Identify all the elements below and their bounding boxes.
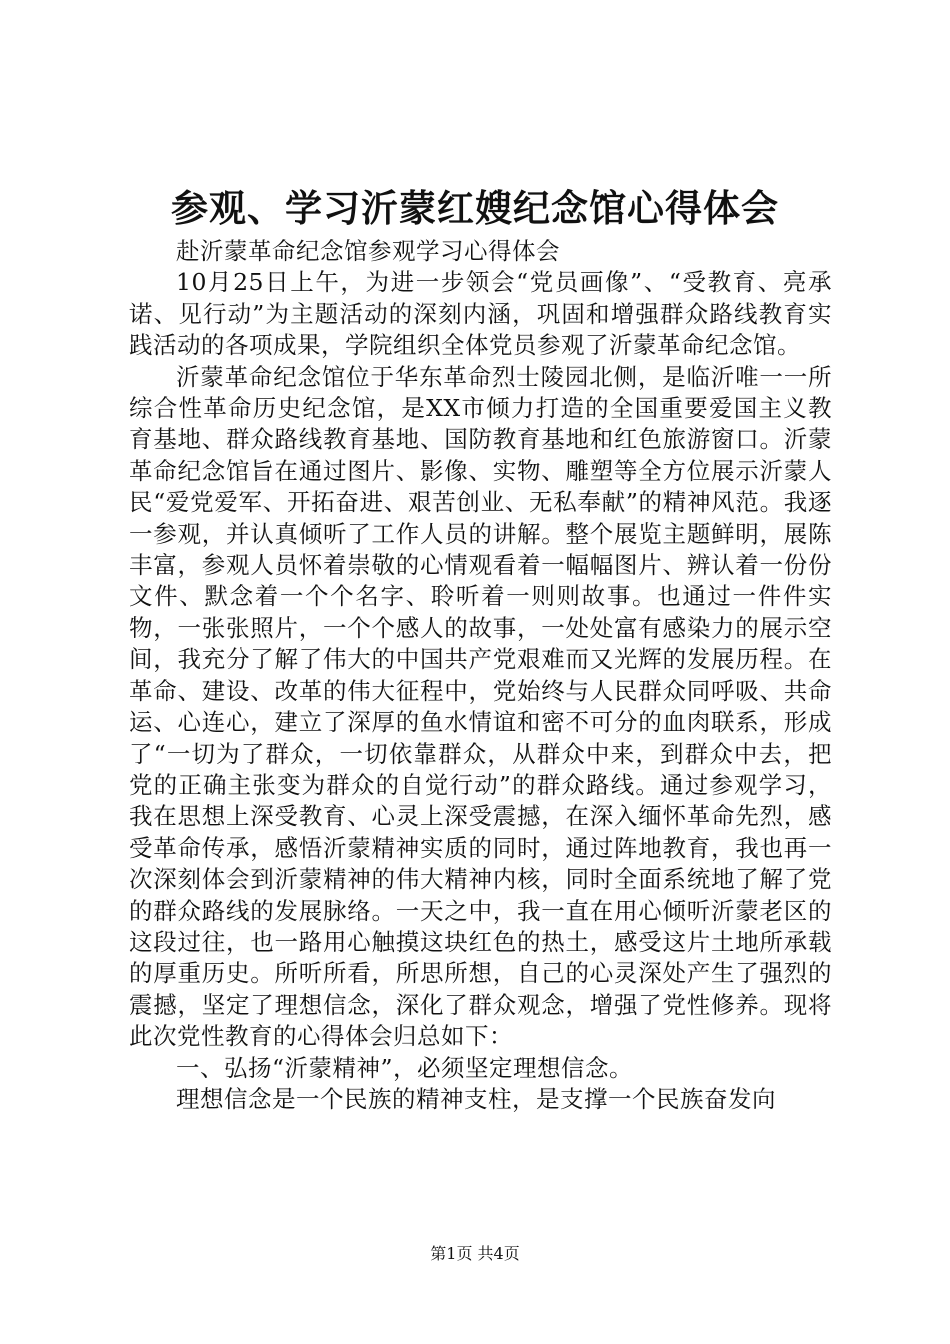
document-body — [129, 236, 832, 1115]
page-number-footer: 第1页 共4页 — [430, 1244, 520, 1263]
section-paragraph: 理想信念是一个民族的精神支柱，是支撑一个民族奋发向 — [176, 1084, 776, 1113]
main-paragraph: 沂蒙革命纪念馆位于华东革命烈士陵园北侧，是临沂唯一一所综合性革命历史纪念馆，是XX市倾力打造的全国重要爱国主义教育基地、群众路线教育基地、国防教育基地和红色旅游窗口。沂蒙革命纪念馆旨在通过图片、影像、实物、雕塑等全方位展示沂蒙人民“爱党爱军、开拓奋进、艰苦创业、无私奉献”的精神风范。我逐一参观，并认真倾听了工作人员的讲解。整个展览主题鲜明，展陈丰富，参观人员怀着崇敬的心情观看着一幅幅图片、辨认着一份份文件、默念着一个个名字、聆听着一则则故事。也通过一件件实物，一张张照片，一个个感人的故事，一处处富有感染力的展示空间，我充分了解了伟大的中国共产党艰难而又光辉的发展历程。在革命、建设、改革的伟大征程中，党始终与人民群众同呼吸、共命运、心连心，建立了深厚的鱼水情谊和密不可分的血肉联系，形成了“一切为了群众，一切依靠群众，从群众中来，到群众中去，把党的正确主张变为群众的自觉行动”的群众路线。通过参观学习，我在思想上深受教育、心灵上深受震撼，在深入缅怀革命先烈，感受革命传承，感悟沂蒙精神实质的同时，通过阵地教育，我也再一次深刻体会到沂蒙精神的伟大精神内核，同时全面系统地了解了党的群众路线的发展脉络。一天之中，我一直在用心倾听沂蒙老区的这段过往，也一路用心触摸这块红色的热土，感受这片土地所承载的厚重历史。所听所看，所思所想，自己的心灵深处产生了强烈的震撼，坚定了理想信念，深化了群众观念，增强了党性修养。现将此次党性教育的心得体会归总如下： — [129, 362, 832, 1051]
document-title: 参观、学习沂蒙红嫂纪念馆心得体会 — [171, 187, 779, 230]
section-heading: 一、弘扬“沂蒙精神”，必须坚定理想信念。 — [176, 1053, 634, 1082]
subtitle-paragraph: 赴沂蒙革命纪念馆参观学习心得体会 — [176, 237, 560, 265]
intro-paragraph: 10月25日上午，为进一步领会“党员画像”、“受教育、亮承诺、见行动”为主题活动的深刻内涵，巩固和增强群众路线教育实践活动的各项成果，学院组织全体党员参观了沂蒙革命纪念馆。 — [129, 268, 832, 360]
